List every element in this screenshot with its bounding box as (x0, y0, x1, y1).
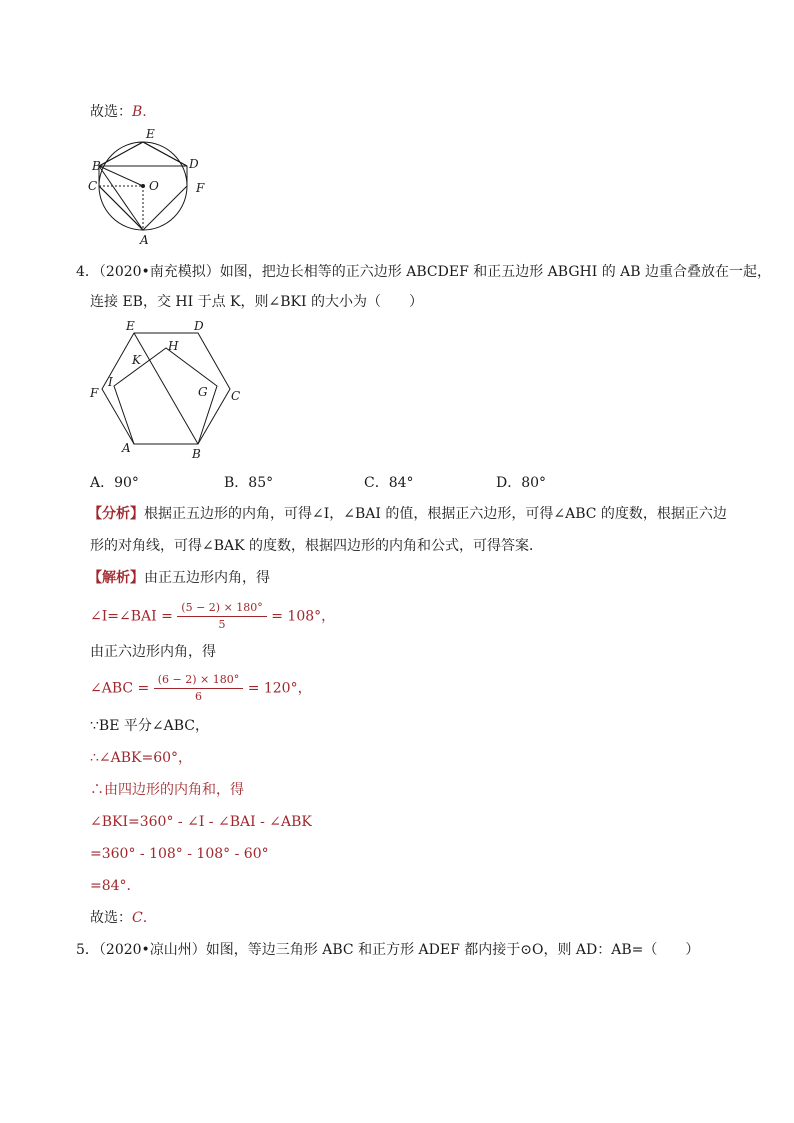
option-b: B．85° (224, 475, 274, 491)
option-d: D．80° (496, 475, 547, 491)
fraction-pentagon: $\frac{(5 - 2) \times 180^\circ}{5}$ (177, 600, 267, 633)
label-f: F (90, 386, 99, 400)
analysis-line2: 形的对角线，可得∠BAK 的度数，根据四边形的内角和公式，可得答案． (90, 538, 544, 554)
option-c: C．84° (364, 475, 414, 491)
label-d: D (189, 157, 199, 171)
analysis-tag: 【分析】 (88, 506, 144, 522)
segment-ed (143, 142, 187, 166)
label-d: D (194, 320, 204, 333)
segment-ca (99, 186, 143, 230)
hexagon-line: 由正六边形内角，得 (90, 644, 216, 660)
center-dot (141, 184, 145, 188)
label-c: C (88, 179, 98, 193)
label-o: O (149, 179, 159, 193)
circle-figure (86, 124, 216, 250)
label-g: G (198, 385, 208, 399)
equation-5: =84°． (90, 878, 141, 894)
answer-line: 故选：C. (90, 910, 148, 926)
therefore-line-1: ∴∠ABK=60°， (90, 750, 193, 766)
segment-be (99, 142, 143, 166)
therefore-line-2: ∴由四边形的内角和，得 (90, 782, 244, 798)
equation-1: ∠I=∠BAI = $\frac{(5 - 2) \times 180^\circ}{5}$ = 108°， (90, 601, 336, 631)
equation-2: ∠ABC = $\frac{(6 - 2) \times 180^\circ}{6}$ = 120°， (90, 673, 312, 703)
segment-eb (134, 333, 198, 444)
solution-tag: 【解析】 (88, 570, 144, 586)
fraction-hexagon: $\frac{(6 - 2) \times 180^\circ}{6}$ (154, 672, 244, 705)
label-a: A (122, 441, 131, 455)
because-line: ∵BE 平分∠ABC， (90, 718, 209, 734)
label-b: B (192, 447, 201, 461)
hexagon-pentagon-figure (86, 320, 246, 462)
label-a: A (140, 233, 149, 247)
equation-4: =360° - 108° - 108° - 60° (90, 846, 269, 862)
solution-line1: 【解析】由正五边形内角，得 (88, 570, 270, 586)
label-e: E (146, 127, 155, 141)
answer-options (90, 472, 690, 492)
option-a: A．90° (90, 475, 139, 491)
question-5: 5．（2020•凉山州）如图，等边三角形 ABC 和正方形 ADEF 都内接于⊙O，则 AD：AB=（ ） (76, 942, 700, 958)
question-4-line1: 4．（2020•南充模拟）如图，把边长相等的正六边形 ABCDEF 和正五边形 ABGHI 的 AB 边重合叠放在一起， (76, 264, 772, 280)
label-h: H (168, 339, 179, 353)
question-4-line2: 连接 EB，交 HI 于点 K，则∠BKI 的大小为（ ） (90, 294, 423, 310)
label-k: K (132, 353, 141, 367)
equation-3: ∠BKI=360° - ∠I - ∠BAI - ∠ABK (90, 814, 312, 830)
label-c: C (231, 389, 241, 403)
label-b: B (92, 159, 101, 173)
label-e: E (126, 320, 135, 333)
prev-answer: 故选：B. (90, 104, 147, 120)
analysis-line1: 【分析】根据正五边形的内角，可得∠I，∠BAI 的值，根据正六边形，可得∠ABC 的度数，根据正六边 (88, 506, 727, 522)
label-f: F (196, 181, 205, 195)
label-i: I (108, 375, 113, 389)
